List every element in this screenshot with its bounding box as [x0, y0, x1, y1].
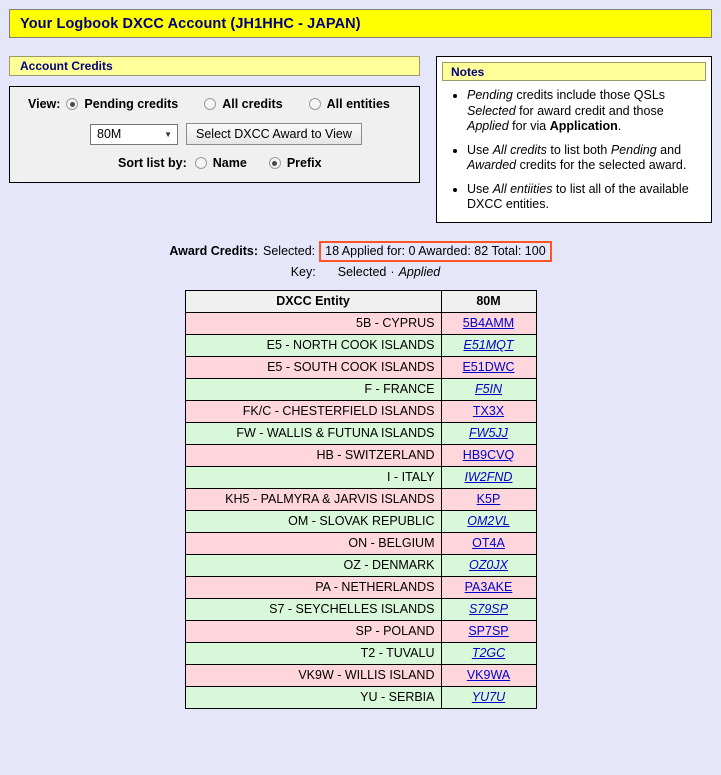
chevron-down-icon: ▼	[164, 129, 172, 139]
note-text: and	[656, 142, 682, 157]
sort-option-name-label: Name	[212, 156, 247, 170]
note-text: to list both	[546, 142, 611, 157]
note-text: Use	[467, 142, 493, 157]
award-credits-label: Award Credits:	[169, 244, 258, 258]
note-text: All credits	[492, 142, 547, 157]
view-option-pending-credits[interactable]	[66, 97, 178, 111]
callsign-cell	[441, 576, 536, 598]
callsign-link[interactable]: E51MQT	[463, 338, 514, 352]
table-header-row	[185, 290, 536, 312]
table-row	[185, 466, 536, 488]
callsign-cell	[441, 312, 536, 334]
note-text: .	[617, 119, 622, 133]
award-credits-stats: 18 Applied for: 0 Awarded: 82 Total: 100	[319, 241, 552, 262]
callsign-link[interactable]: OT4A	[472, 536, 505, 550]
note-item	[467, 143, 711, 174]
radio-all-entities-icon[interactable]	[309, 98, 321, 110]
note-text: for award credit and those	[515, 103, 664, 118]
callsign-cell	[441, 400, 536, 422]
callsign-link[interactable]: YU7U	[471, 690, 506, 704]
column-header-entity: DXCC Entity	[185, 290, 441, 312]
note-text: for via	[508, 119, 550, 133]
table-row	[185, 356, 536, 378]
notes-header	[442, 62, 706, 81]
callsign-link[interactable]: OZ0JX	[469, 558, 508, 572]
sort-options-row	[18, 156, 411, 170]
notes-list	[437, 88, 711, 213]
table-row	[185, 620, 536, 642]
entity-name-cell: PA - NETHERLANDS	[185, 576, 441, 598]
entity-name-cell: HB - SWITZERLAND	[185, 444, 441, 466]
award-select-row	[18, 123, 411, 145]
band-select-value: 80M	[97, 127, 122, 141]
callsign-cell	[441, 532, 536, 554]
key-separator: ·	[390, 264, 395, 279]
callsign-link[interactable]: HB9CVQ	[462, 448, 515, 462]
entity-name-cell: E5 - NORTH COOK ISLANDS	[185, 334, 441, 356]
entity-name-cell: KH5 - PALMYRA & JARVIS ISLANDS	[185, 488, 441, 510]
callsign-link[interactable]: 5B4AMM	[462, 316, 515, 330]
callsign-link[interactable]: SP7SP	[468, 624, 509, 638]
notes-title: Notes	[451, 64, 485, 79]
view-option-all-entities[interactable]	[309, 97, 390, 111]
radio-sort-prefix-icon[interactable]	[269, 157, 281, 169]
sort-option-prefix[interactable]	[269, 156, 322, 170]
table-row	[185, 642, 536, 664]
entity-name-cell: FK/C - CHESTERFIELD ISLANDS	[185, 400, 441, 422]
callsign-cell	[441, 356, 536, 378]
callsign-cell	[441, 422, 536, 444]
callsign-cell	[441, 620, 536, 642]
key-applied-sample: Applied	[398, 264, 441, 279]
table-row	[185, 444, 536, 466]
table-row	[185, 686, 536, 708]
account-credits-header	[9, 56, 420, 76]
note-text: Applied	[467, 119, 509, 133]
view-label: View:	[28, 97, 61, 111]
note-text: Awarded	[467, 158, 517, 172]
entity-name-cell: YU - SERBIA	[185, 686, 441, 708]
table-row	[185, 598, 536, 620]
view-option-all-credits-label: All credits	[222, 97, 283, 111]
page-title: Your Logbook DXCC Account (JH1HHC - JAPAN)	[20, 15, 361, 32]
note-text: Pending	[610, 142, 657, 157]
entity-name-cell: VK9W - WILLIS ISLAND	[185, 664, 441, 686]
sort-label: Sort list by:	[118, 156, 187, 170]
entity-name-cell: T2 - TUVALU	[185, 642, 441, 664]
table-row	[185, 510, 536, 532]
view-option-all-entities-label: All entities	[326, 97, 390, 111]
callsign-link[interactable]: S79SP	[469, 602, 508, 616]
entity-name-cell: OM - SLOVAK REPUBLIC	[185, 510, 441, 532]
table-row	[185, 554, 536, 576]
award-credits-key-line	[0, 265, 721, 279]
note-text: credits include those QSLs	[512, 88, 666, 102]
table-row	[185, 532, 536, 554]
notes-panel	[436, 56, 712, 223]
entity-name-cell: SP - POLAND	[185, 620, 441, 642]
callsign-cell	[441, 686, 536, 708]
entity-name-cell: 5B - CYPRUS	[185, 312, 441, 334]
callsign-cell	[441, 444, 536, 466]
callsign-cell	[441, 466, 536, 488]
callsign-link[interactable]: PA3AKE	[464, 580, 513, 594]
callsign-link[interactable]: T2GC	[471, 646, 506, 660]
note-text: Use	[467, 181, 493, 196]
callsign-cell	[441, 510, 536, 532]
table-row	[185, 576, 536, 598]
note-item	[467, 182, 711, 213]
page-title-bar	[9, 9, 712, 38]
key-selected-sample: Selected	[337, 264, 387, 279]
notes-section	[436, 56, 712, 223]
callsign-link[interactable]: TX3X	[472, 404, 505, 418]
callsign-link[interactable]: IW2FND	[464, 470, 513, 484]
account-credits-body	[9, 86, 420, 183]
sort-option-name[interactable]	[195, 156, 247, 170]
entity-name-cell: FW - WALLIS & FUTUNA ISLANDS	[185, 422, 441, 444]
table-row	[185, 400, 536, 422]
callsign-link[interactable]: E51DWC	[462, 360, 515, 374]
key-label: Key:	[290, 264, 316, 279]
callsign-link[interactable]: VK9WA	[466, 668, 511, 682]
note-text: Pending	[467, 88, 513, 102]
callsign-link[interactable]: FW5JJ	[469, 426, 508, 440]
callsign-link[interactable]: F5IN	[474, 382, 503, 396]
table-row	[185, 664, 536, 686]
callsign-link[interactable]: K5P	[476, 492, 501, 506]
table-row	[185, 312, 536, 334]
view-option-pending-credits-label: Pending credits	[84, 97, 179, 111]
column-header-band: 80M	[441, 290, 536, 312]
table-row	[185, 488, 536, 510]
band-select[interactable]	[90, 124, 178, 145]
radio-sort-name-icon[interactable]	[195, 157, 207, 169]
note-item	[467, 88, 711, 135]
radio-all-credits-icon[interactable]	[204, 98, 216, 110]
entity-name-cell: F - FRANCE	[185, 378, 441, 400]
award-credits-summary	[0, 241, 721, 279]
table-row	[185, 422, 536, 444]
table-row	[185, 378, 536, 400]
entity-name-cell: E5 - SOUTH COOK ISLANDS	[185, 356, 441, 378]
note-text: to list all of the available DXCC entities.	[467, 181, 689, 211]
radio-pending-credits-icon[interactable]	[66, 98, 78, 110]
callsign-cell	[441, 334, 536, 356]
note-text: All entiities	[492, 181, 553, 196]
dxcc-entity-table	[185, 290, 537, 709]
note-text: Application	[549, 119, 618, 133]
award-credits-selected-word: Selected:	[263, 244, 316, 258]
view-option-all-credits[interactable]	[204, 97, 282, 111]
callsign-cell	[441, 598, 536, 620]
callsign-cell	[441, 664, 536, 686]
callsign-cell	[441, 488, 536, 510]
note-text: Selected	[467, 103, 516, 118]
top-section	[0, 56, 721, 223]
entity-name-cell: OZ - DENMARK	[185, 554, 441, 576]
select-dxcc-award-button[interactable]: Select DXCC Award to View	[186, 123, 362, 145]
entity-name-cell: ON - BELGIUM	[185, 532, 441, 554]
award-credits-summary-line	[0, 241, 721, 262]
callsign-link[interactable]: OM2VL	[467, 514, 510, 528]
view-options-row	[18, 97, 411, 111]
dxcc-table-container	[0, 290, 721, 709]
entity-name-cell: I - ITALY	[185, 466, 441, 488]
callsign-cell	[441, 642, 536, 664]
table-row	[185, 334, 536, 356]
entity-name-cell: S7 - SEYCHELLES ISLANDS	[185, 598, 441, 620]
callsign-cell	[441, 554, 536, 576]
note-text: credits for the selected award.	[516, 158, 687, 172]
account-credits-title: Account Credits	[20, 59, 113, 73]
sort-option-prefix-label: Prefix	[286, 156, 322, 170]
callsign-cell	[441, 378, 536, 400]
account-credits-section	[9, 56, 420, 183]
